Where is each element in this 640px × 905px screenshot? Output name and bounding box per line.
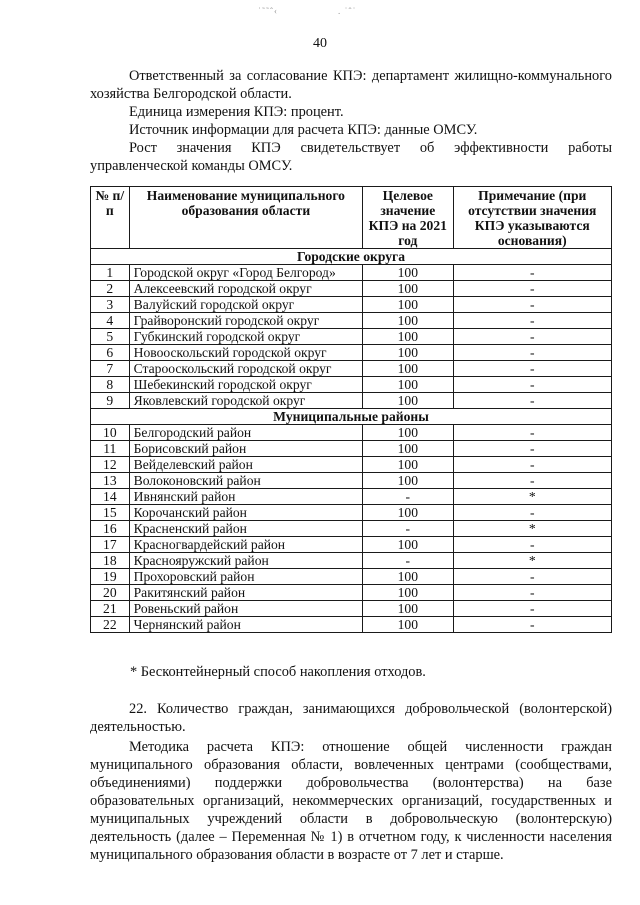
header-note: Примечание (при отсутствии значения КПЭ указываются основания) bbox=[453, 187, 612, 249]
table-row bbox=[91, 425, 612, 441]
cell-name: Губкинский городской округ bbox=[129, 329, 362, 345]
cell-target: - bbox=[363, 489, 453, 505]
scan-artifact: ˙˜˜ˆ‹ bbox=[258, 6, 278, 16]
cell-note: - bbox=[453, 313, 612, 329]
cell-num: 12 bbox=[91, 457, 130, 473]
cell-num: 14 bbox=[91, 489, 130, 505]
cell-num: 22 bbox=[91, 617, 130, 633]
table-row bbox=[91, 473, 612, 489]
table-row bbox=[91, 329, 612, 345]
table-row bbox=[91, 585, 612, 601]
cell-num: 2 bbox=[91, 281, 130, 297]
cell-target: - bbox=[363, 521, 453, 537]
table-header-row bbox=[91, 187, 612, 249]
cell-target: 100 bbox=[363, 393, 453, 409]
cell-name: Борисовский район bbox=[129, 441, 362, 457]
cell-target: 100 bbox=[363, 585, 453, 601]
cell-target: - bbox=[363, 553, 453, 569]
cell-target: 100 bbox=[363, 265, 453, 281]
cell-name: Красненский район bbox=[129, 521, 362, 537]
cell-num: 5 bbox=[91, 329, 130, 345]
table-row bbox=[91, 361, 612, 377]
paragraph: Рост значения КПЭ свидетельствует об эффективности работы управленческой команды ОМСУ. bbox=[90, 140, 612, 174]
cell-name: Грайворонский городской округ bbox=[129, 313, 362, 329]
table-row bbox=[91, 505, 612, 521]
cell-name: Прохоровский район bbox=[129, 569, 362, 585]
table-row bbox=[91, 441, 612, 457]
cell-name: Чернянский район bbox=[129, 617, 362, 633]
cell-note: * bbox=[453, 489, 612, 505]
section-row-municipal-districts bbox=[91, 409, 612, 425]
cell-name: Ивнянский район bbox=[129, 489, 362, 505]
paragraph: Единица измерения КПЭ: процент. bbox=[129, 104, 344, 120]
table-row bbox=[91, 345, 612, 361]
cell-note: - bbox=[453, 601, 612, 617]
cell-num: 20 bbox=[91, 585, 130, 601]
cell-note: * bbox=[453, 553, 612, 569]
cell-target: 100 bbox=[363, 281, 453, 297]
table-row bbox=[91, 457, 612, 473]
paragraph: Ответственный за согласование КПЭ: департамент жилищно-коммунального хозяйства Белгородской области. bbox=[90, 68, 612, 102]
cell-name: Старооскольский городской округ bbox=[129, 361, 362, 377]
cell-num: 4 bbox=[91, 313, 130, 329]
table-row bbox=[91, 489, 612, 505]
cell-num: 16 bbox=[91, 521, 130, 537]
cell-name: Белгородский район bbox=[129, 425, 362, 441]
cell-name: Городской округ «Город Белгород» bbox=[129, 265, 362, 281]
cell-note: - bbox=[453, 281, 612, 297]
cell-num: 6 bbox=[91, 345, 130, 361]
cell-name: Вейделевский район bbox=[129, 457, 362, 473]
cell-num: 9 bbox=[91, 393, 130, 409]
section-title: Муниципальные районы bbox=[91, 409, 612, 425]
cell-note: - bbox=[453, 361, 612, 377]
cell-target: 100 bbox=[363, 473, 453, 489]
kpe-table bbox=[90, 186, 612, 633]
cell-target: 100 bbox=[363, 505, 453, 521]
cell-name: Алексеевский городской округ bbox=[129, 281, 362, 297]
table-row bbox=[91, 521, 612, 537]
footnote: * Бесконтейнерный способ накопления отходов. bbox=[130, 664, 426, 680]
cell-num: 17 bbox=[91, 537, 130, 553]
cell-num: 10 bbox=[91, 425, 130, 441]
cell-name: Яковлевский городской округ bbox=[129, 393, 362, 409]
cell-target: 100 bbox=[363, 425, 453, 441]
cell-name: Новооскольский городской округ bbox=[129, 345, 362, 361]
header-target: Целевое значение КПЭ на 2021 год bbox=[363, 187, 453, 249]
cell-note: - bbox=[453, 457, 612, 473]
table-row bbox=[91, 553, 612, 569]
table-row bbox=[91, 313, 612, 329]
cell-name: Ракитянский район bbox=[129, 585, 362, 601]
cell-num: 19 bbox=[91, 569, 130, 585]
header-name: Наименование муниципального образования области bbox=[129, 187, 362, 249]
cell-num: 8 bbox=[91, 377, 130, 393]
cell-note: - bbox=[453, 505, 612, 521]
cell-note: - bbox=[453, 585, 612, 601]
cell-target: 100 bbox=[363, 377, 453, 393]
cell-num: 21 bbox=[91, 601, 130, 617]
cell-note: - bbox=[453, 265, 612, 281]
cell-note: - bbox=[453, 425, 612, 441]
section-row-urban-districts bbox=[91, 249, 612, 265]
cell-name: Ровеньский район bbox=[129, 601, 362, 617]
table-row bbox=[91, 393, 612, 409]
cell-target: 100 bbox=[363, 441, 453, 457]
cell-num: 15 bbox=[91, 505, 130, 521]
cell-name: Шебекинский городской округ bbox=[129, 377, 362, 393]
cell-name: Корочанский район bbox=[129, 505, 362, 521]
cell-num: 13 bbox=[91, 473, 130, 489]
cell-target: 100 bbox=[363, 537, 453, 553]
header-num: № п/п bbox=[91, 187, 130, 249]
cell-note: - bbox=[453, 297, 612, 313]
table-row bbox=[91, 617, 612, 633]
cell-note: - bbox=[453, 329, 612, 345]
cell-name: Красногвардейский район bbox=[129, 537, 362, 553]
cell-target: 100 bbox=[363, 361, 453, 377]
cell-name: Краснояружский район bbox=[129, 553, 362, 569]
cell-target: 100 bbox=[363, 601, 453, 617]
scan-artifact: . ˙ˆ˙ bbox=[338, 6, 357, 16]
cell-note: * bbox=[453, 521, 612, 537]
table-row bbox=[91, 601, 612, 617]
cell-target: 100 bbox=[363, 329, 453, 345]
methodology-section bbox=[90, 700, 612, 864]
table-row bbox=[91, 569, 612, 585]
cell-target: 100 bbox=[363, 345, 453, 361]
table-row bbox=[91, 377, 612, 393]
cell-num: 18 bbox=[91, 553, 130, 569]
table-row bbox=[91, 297, 612, 313]
cell-note: - bbox=[453, 393, 612, 409]
table-row bbox=[91, 281, 612, 297]
intro-section bbox=[90, 67, 612, 175]
paragraph: 22. Количество граждан, занимающихся добровольческой (волонтерской) деятельностью. bbox=[90, 701, 612, 735]
cell-note: - bbox=[453, 377, 612, 393]
cell-num: 11 bbox=[91, 441, 130, 457]
paragraph: Источник информации для расчета КПЭ: данные ОМСУ. bbox=[129, 122, 478, 138]
table-row bbox=[91, 537, 612, 553]
cell-num: 1 bbox=[91, 265, 130, 281]
cell-note: - bbox=[453, 569, 612, 585]
paragraph: Методика расчета КПЭ: отношение общей численности граждан муниципального образования области, вовлеченных центрами (сообществами, объединениями) поддержки добровольчества (волонтерства) на базе образовательных организаций, некоммерческих организаций, государственных и муниципальных учреждений области в добровольческую (волонтерскую) деятельность (далее – Переменная № 1) в отчетном году, к численности населения муниципального образования области в возрасте от 7 лет и старше. bbox=[90, 739, 612, 863]
cell-target: 100 bbox=[363, 457, 453, 473]
cell-num: 3 bbox=[91, 297, 130, 313]
cell-num: 7 bbox=[91, 361, 130, 377]
cell-target: 100 bbox=[363, 297, 453, 313]
cell-name: Волоконовский район bbox=[129, 473, 362, 489]
section-title: Городские округа bbox=[91, 249, 612, 265]
cell-note: - bbox=[453, 473, 612, 489]
cell-target: 100 bbox=[363, 313, 453, 329]
cell-note: - bbox=[453, 617, 612, 633]
page-number: 40 bbox=[313, 36, 327, 51]
table-row bbox=[91, 265, 612, 281]
cell-note: - bbox=[453, 441, 612, 457]
cell-note: - bbox=[453, 345, 612, 361]
cell-target: 100 bbox=[363, 617, 453, 633]
cell-name: Валуйский городской округ bbox=[129, 297, 362, 313]
cell-note: - bbox=[453, 537, 612, 553]
cell-target: 100 bbox=[363, 569, 453, 585]
